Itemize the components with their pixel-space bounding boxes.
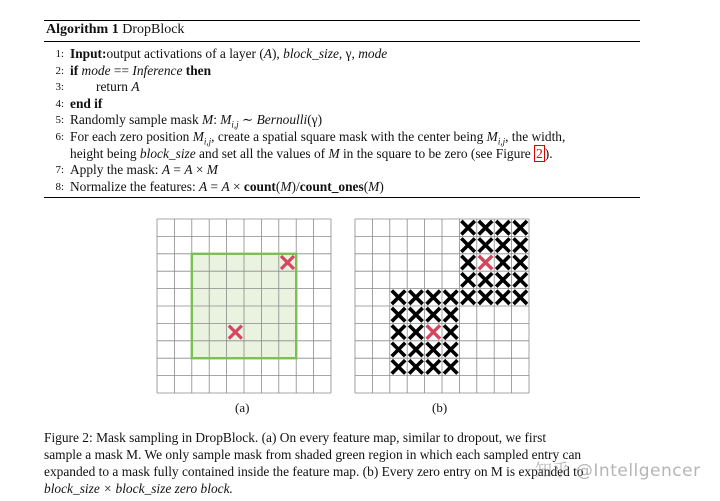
line-part: A <box>199 178 208 194</box>
dropped-cell-cross <box>461 238 475 252</box>
line-part: ( <box>275 178 281 194</box>
line-part: , γ, <box>338 46 359 61</box>
algorithm-number: Algorithm 1 <box>46 22 119 37</box>
line-text <box>70 46 387 63</box>
line-part: A <box>221 178 230 194</box>
line-part: M <box>192 128 204 144</box>
algorithm-line <box>46 146 646 163</box>
dropped-cell-cross <box>409 343 423 357</box>
algorithm-line <box>46 112 646 129</box>
line-part: height being <box>70 145 140 161</box>
dropped-cell-cross <box>461 291 475 305</box>
dropped-cell-cross <box>427 308 441 322</box>
line-part: M <box>202 112 214 128</box>
algorithm-name: DropBlock <box>122 22 185 37</box>
line-text <box>70 63 211 80</box>
line-part: output activations of a layer ( <box>106 46 264 61</box>
line-part: M <box>328 145 340 161</box>
watermark: 知乎 @Intellgencer <box>535 461 701 481</box>
figure-b-label: (b) <box>432 400 448 415</box>
dropped-cell-cross <box>496 273 510 287</box>
line-part: Bernoulli <box>256 112 308 128</box>
figure-ref-link[interactable]: 2 <box>536 145 543 161</box>
dropped-cell-cross <box>444 308 458 322</box>
line-part: mode <box>81 62 111 78</box>
line-part: return <box>96 79 132 95</box>
dropped-cell-cross <box>514 291 528 305</box>
dropped-cell-cross <box>479 238 493 252</box>
line-number: 7: <box>55 164 64 177</box>
dropped-cell-cross <box>409 360 423 374</box>
dropped-cell-cross <box>514 221 528 235</box>
line-text <box>70 96 102 113</box>
line-part: if <box>70 62 82 78</box>
line-part: = <box>170 162 185 178</box>
dropped-cell-cross <box>392 291 406 305</box>
dropped-cell-cross <box>409 308 423 322</box>
figure-b-grid <box>354 218 530 394</box>
line-part: A <box>131 79 140 95</box>
line-part: i,j <box>497 136 506 147</box>
line-part: Inference <box>132 62 183 78</box>
line-part: M <box>368 178 380 194</box>
line-part: A <box>161 162 171 178</box>
line-number: 3: <box>55 81 64 94</box>
line-part: ) <box>379 178 384 194</box>
dropped-cell-cross <box>461 273 475 287</box>
dropped-cell-cross <box>392 325 406 339</box>
line-text <box>70 179 384 196</box>
dropped-cell-cross <box>514 256 528 270</box>
line-part: A <box>184 162 193 178</box>
line-text <box>96 79 140 96</box>
line-part: M <box>486 128 498 144</box>
dropped-cell-cross <box>392 308 406 322</box>
dropped-cell-cross <box>514 273 528 287</box>
top-rule <box>44 20 640 21</box>
line-part: count_ones <box>299 178 364 194</box>
dropped-cell-cross <box>444 325 458 339</box>
dropped-cell-cross <box>461 221 475 235</box>
dropped-cell-cross <box>409 291 423 305</box>
dropped-cell-cross <box>479 291 493 305</box>
line-part: mode <box>358 46 388 61</box>
dropped-cell-cross <box>444 343 458 357</box>
line-part: M <box>206 162 218 178</box>
line-part: ), <box>271 46 284 61</box>
dropped-cell-cross <box>496 221 510 235</box>
caption-line-1: Figure 2: Mask sampling in DropBlock. (a) On every feature map, similar to dropout, we first <box>44 430 547 445</box>
line-number: 1: <box>55 48 64 60</box>
algorithm-line <box>46 79 646 96</box>
dropped-cell-cross <box>444 291 458 305</box>
line-part: A <box>263 46 272 61</box>
algorithm-title <box>46 22 184 38</box>
line-part: Normalize the features: <box>70 178 200 194</box>
line-part: M <box>220 112 232 128</box>
algorithm-line <box>46 63 646 80</box>
algorithm-line <box>46 179 646 196</box>
algorithm-line <box>46 96 646 113</box>
line-part: ∼ <box>238 112 257 128</box>
line-part: == <box>110 62 133 78</box>
dropped-cell-cross <box>496 291 510 305</box>
line-part: × <box>229 178 244 194</box>
line-part: For each zero position <box>70 128 193 144</box>
line-part: : <box>213 112 221 128</box>
caption-line-2: sample a mask M. We only sample mask from shaded green region in which each sampled entry can <box>44 447 582 462</box>
algorithm-body <box>46 46 646 195</box>
line-part: then <box>182 62 212 78</box>
figure-a-label: (a) <box>235 400 250 415</box>
line-text <box>70 162 218 179</box>
dropped-cell-cross <box>409 325 423 339</box>
center-cell-cross <box>479 256 493 270</box>
dropped-cell-cross <box>496 256 510 270</box>
line-part: ( <box>363 178 369 194</box>
line-part: count <box>243 178 276 194</box>
line-part: Apply the mask: <box>70 162 162 178</box>
dropped-cell-cross <box>392 360 406 374</box>
caption-line-3: expanded to a mask fully contained inside the feature map. (b) Every zero entry on M is expanded to <box>44 464 584 479</box>
dropped-cell-cross <box>392 343 406 357</box>
dropped-cell-cross <box>514 238 528 252</box>
line-part: × <box>192 162 207 178</box>
algorithm-line <box>46 129 646 146</box>
line-part: block_size <box>139 145 196 161</box>
line-part: = <box>207 178 222 194</box>
line-part: i,j <box>231 120 239 131</box>
algorithm-line <box>46 162 646 179</box>
dropped-cell-cross <box>479 221 493 235</box>
algorithm-line <box>46 46 646 63</box>
dropped-cell-cross <box>427 291 441 305</box>
dropped-cell-cross <box>461 256 475 270</box>
line-part: Randomly sample mask <box>70 112 203 128</box>
line-part: block_size <box>283 46 339 61</box>
center-cell-cross <box>427 325 441 339</box>
line-part: , the width, <box>505 128 566 144</box>
line-part: (γ) <box>307 112 323 128</box>
line-part: in the square to be zero (see Figure <box>339 145 535 161</box>
line-number: 4: <box>55 97 64 110</box>
bottom-rule <box>44 197 640 198</box>
dropped-cell-cross <box>479 273 493 287</box>
line-part: and set all the values of <box>195 145 329 161</box>
line-text <box>70 146 553 163</box>
line-part: )/ <box>291 178 300 194</box>
line-number: 6: <box>55 130 64 143</box>
figure-a-grid <box>156 218 332 394</box>
title-rule <box>44 41 640 42</box>
line-part: i,j <box>203 136 212 147</box>
dropped-cell-cross <box>427 360 441 374</box>
line-part: end if <box>70 95 103 111</box>
dropped-cell-cross <box>427 343 441 357</box>
dropped-cell-cross <box>444 360 458 374</box>
dropped-cell-cross <box>496 238 510 252</box>
line-number: 5: <box>55 114 64 127</box>
line-part: M <box>280 178 292 194</box>
line-number: 8: <box>55 180 64 193</box>
line-part: , create a spatial square mask with the center being <box>211 128 487 144</box>
line-part: Input: <box>70 46 107 61</box>
line-number: 2: <box>55 64 64 77</box>
caption-line-4: block_size × block_size zero block. <box>44 481 233 496</box>
line-part: ). <box>544 145 553 161</box>
